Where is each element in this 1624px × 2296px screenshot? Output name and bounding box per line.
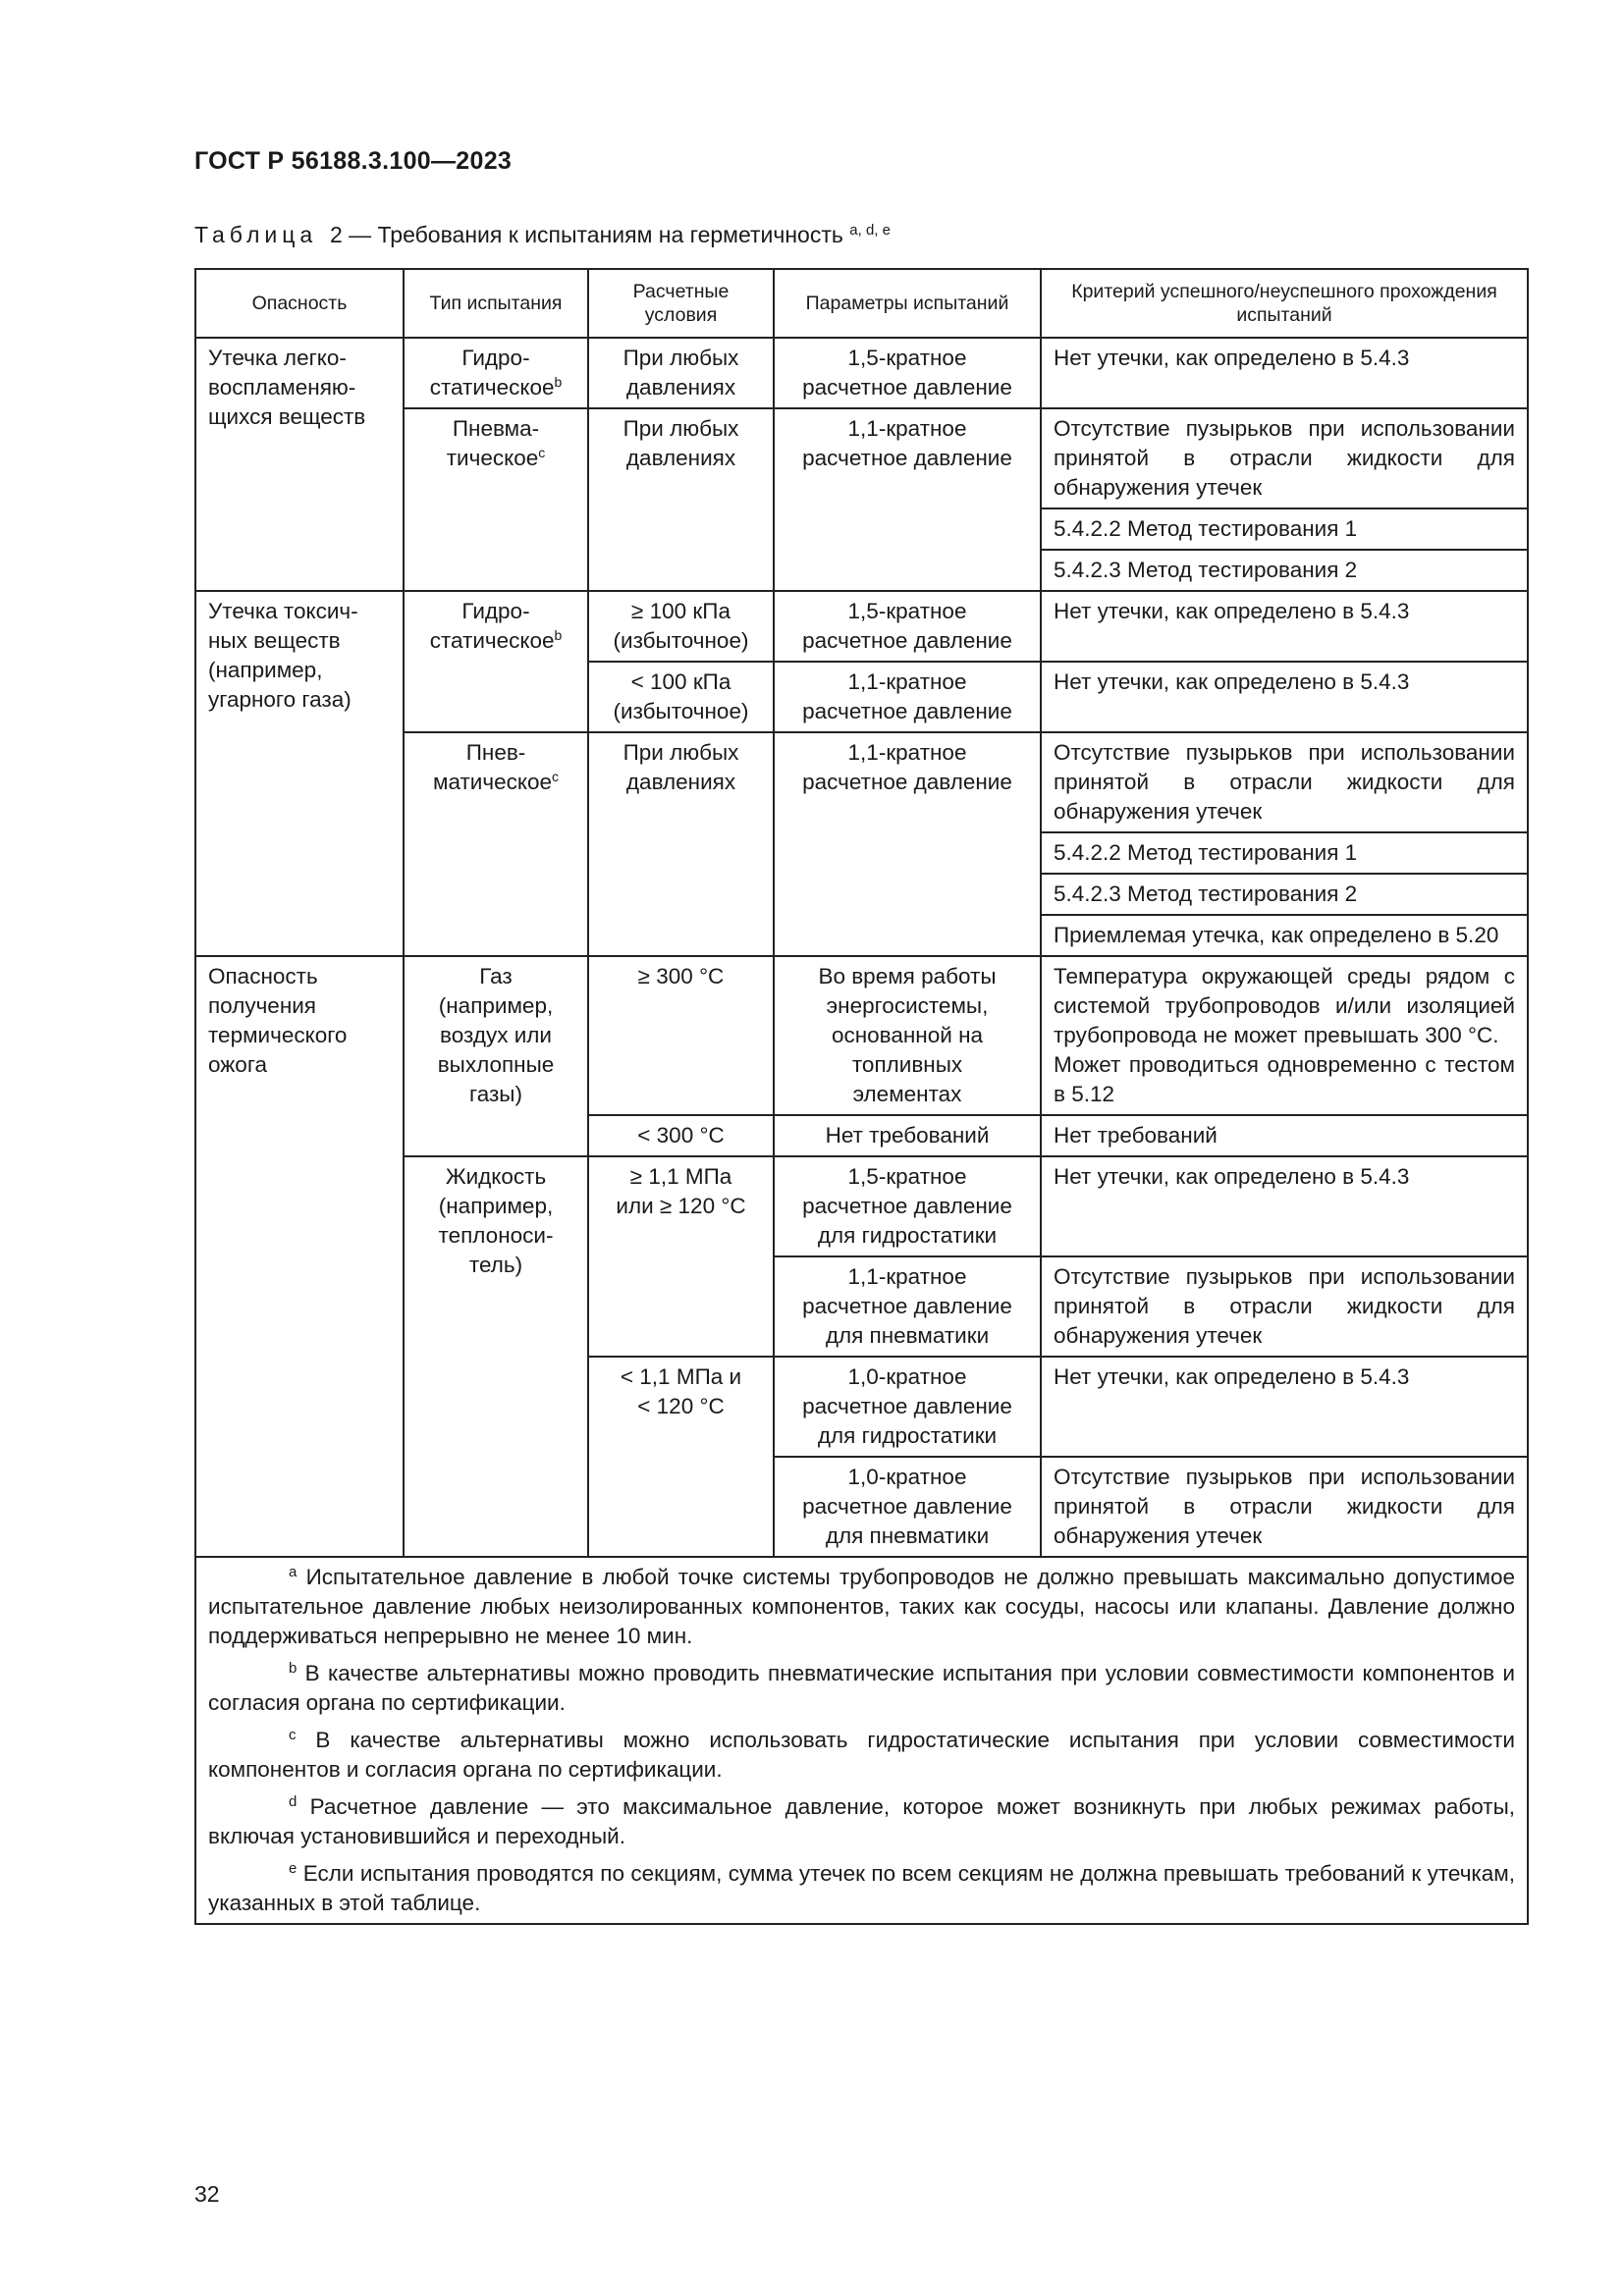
criterion-cell: Может проводиться одновременно с тестом в 5.12 <box>1054 1052 1515 1106</box>
condition-cell: ≥ 300 °C <box>637 964 725 988</box>
parameter-cell: 1,5-кратное расчетное давление <box>802 599 1012 653</box>
test-type-cell: Гидро- статическое <box>429 346 555 400</box>
parameter-cell: Во время работы энергосистемы, основанной на топливных элементах <box>818 964 997 1106</box>
criterion-cell: Приемлемая утечка, как определено в 5.20 <box>1054 923 1499 947</box>
hazard-cell: Утечка токсич- ных веществ (например, угарного газа) <box>208 599 358 712</box>
condition-cell: При любых давлениях <box>623 416 739 470</box>
table-header-row <box>195 269 1528 338</box>
criterion-cell: Отсутствие пузырьков при использовании принятой в отрасли жидкости для обнаружения утечек <box>1054 416 1515 500</box>
parameter-cell: 1,5-кратное расчетное давление для гидростатики <box>802 1164 1012 1248</box>
footnotes-row <box>195 1557 1528 1924</box>
footnote-mark: c <box>289 1727 297 1743</box>
criterion-cell: 5.4.2.2 Метод тестирования 1 <box>1054 840 1358 865</box>
caption-label: Таблица <box>194 222 318 247</box>
requirements-table <box>194 268 1529 1925</box>
footnote <box>208 1859 1515 1918</box>
criterion-cell: Нет утечки, как определено в 5.4.3 <box>1054 669 1410 694</box>
footnote-text: В качестве альтернативы можно проводить пневматические испытания при условии совместимости компонентов и согласия органа по сертификации. <box>208 1661 1515 1715</box>
parameter-cell: 1,0-кратное расчетное давление для гидростатики <box>802 1364 1012 1448</box>
footnote <box>208 1792 1515 1851</box>
criterion-cell: Нет утечки, как определено в 5.4.3 <box>1054 346 1410 370</box>
table-row <box>195 591 1528 662</box>
parameter-cell: 1,1-кратное расчетное давление <box>802 416 1012 470</box>
condition-cell: < 1,1 МПа и < 120 °C <box>620 1364 742 1418</box>
table-row <box>195 338 1528 408</box>
hazard-cell: Опасность получения термического ожога <box>208 964 348 1077</box>
footnote-mark: e <box>289 1860 298 1877</box>
footnote <box>208 1726 1515 1785</box>
footnote-mark: d <box>289 1793 298 1810</box>
page-number: 32 <box>194 2181 220 2207</box>
parameter-cell: 1,1-кратное расчетное давление <box>802 669 1012 723</box>
condition-cell: ≥ 1,1 МПа или ≥ 120 °C <box>616 1164 746 1218</box>
test-type-cell: Пнев- матическое <box>433 740 552 794</box>
footnote-ref: b <box>554 374 563 390</box>
column-header: Тип испытания <box>404 269 588 338</box>
condition-cell: При любых давлениях <box>623 740 739 794</box>
criterion-cell: Нет утечки, как определено в 5.4.3 <box>1054 1164 1410 1189</box>
condition-cell: < 100 кПа (избыточное) <box>613 669 749 723</box>
column-header: Параметры испытаний <box>774 269 1041 338</box>
caption-notes-ref: a, d, e <box>849 222 891 239</box>
footnote-ref: c <box>551 769 559 784</box>
condition-cell: При любых давлениях <box>623 346 739 400</box>
footnote-ref: c <box>538 445 546 460</box>
parameter-cell: 1,0-кратное расчетное давление для пневматики <box>802 1465 1012 1548</box>
footnotes-cell <box>195 1557 1528 1924</box>
parameter-cell: 1,5-кратное расчетное давление <box>802 346 1012 400</box>
column-header: Опасность <box>195 269 404 338</box>
test-type-cell: Жидкость (например, теплоноси- тель) <box>438 1164 554 1277</box>
footnote <box>208 1563 1515 1651</box>
criterion-cell: Отсутствие пузырьков при использовании принятой в отрасли жидкости для обнаружения утечек <box>1054 1465 1515 1548</box>
criterion-cell: Нет требований <box>1054 1123 1218 1148</box>
test-type-cell: Гидро- статическое <box>429 599 555 653</box>
footnote-text: В качестве альтернативы можно использовать гидростатические испытания при условии совместимости компонентов и согласия органа по сертификации. <box>208 1728 1515 1782</box>
footnote-text: Испытательное давление в любой точке системы трубопроводов не должно превышать максимально допустимое испытательное давление любых неизолированных компонентов, таких как сосуды, насосы или клапаны. Давление должно поддерживаться непрерывно не менее 10 мин. <box>208 1565 1515 1648</box>
condition-cell: < 300 °C <box>637 1123 725 1148</box>
criterion-cell: 5.4.2.2 Метод тестирования 1 <box>1054 516 1358 541</box>
document-header: ГОСТ Р 56188.3.100—2023 <box>194 147 513 175</box>
condition-cell: ≥ 100 кПа (избыточное) <box>613 599 749 653</box>
test-type-cell: Газ (например, воздух или выхлопные газы) <box>437 964 555 1106</box>
caption-title: — Требования к испытаниям на герметичность <box>349 222 843 247</box>
column-header: Критерий успешного/неуспешного прохождения испытаний <box>1041 269 1528 338</box>
criterion-cell: Отсутствие пузырьков при использовании принятой в отрасли жидкости для обнаружения утечек <box>1054 1264 1515 1348</box>
criterion-cell: Нет утечки, как определено в 5.4.3 <box>1054 599 1410 623</box>
parameter-cell: 1,1-кратное расчетное давление <box>802 740 1012 794</box>
footnote-mark: a <box>289 1564 298 1580</box>
criterion-cell: Нет утечки, как определено в 5.4.3 <box>1054 1364 1410 1389</box>
footnote-text: Расчетное давление — это максимальное давление, которое может возникнуть при любых режимах работы, включая установившийся и переходный. <box>208 1794 1515 1848</box>
footnote-mark: b <box>289 1660 298 1677</box>
hazard-cell: Утечка легко- воспламеняю- щихся веществ <box>208 346 366 429</box>
criterion-cell: 5.4.2.3 Метод тестирования 2 <box>1054 558 1358 582</box>
footnote-text: Если испытания проводятся по секциям, сумма утечек по всем секциям не должна превышать требований к утечкам, указанных в этой таблице. <box>208 1861 1515 1915</box>
column-header: Расчетные условия <box>588 269 774 338</box>
criterion-cell: Температура окружающей среды рядом с системой трубопроводов и/или изоляцией трубопровода не может превышать 300 °С. <box>1054 964 1515 1047</box>
caption-number: 2 <box>329 222 343 247</box>
parameter-cell: 1,1-кратное расчетное давление для пневматики <box>802 1264 1012 1348</box>
criterion-cell: 5.4.2.3 Метод тестирования 2 <box>1054 881 1358 906</box>
table-row <box>195 956 1528 1115</box>
parameter-cell: Нет требований <box>825 1123 990 1148</box>
test-type-cell: Пневма- тическое <box>446 416 540 470</box>
table-caption <box>194 222 891 248</box>
criterion-cell: Отсутствие пузырьков при использовании принятой в отрасли жидкости для обнаружения утечек <box>1054 740 1515 824</box>
footnote <box>208 1659 1515 1718</box>
footnote-ref: b <box>554 627 563 643</box>
